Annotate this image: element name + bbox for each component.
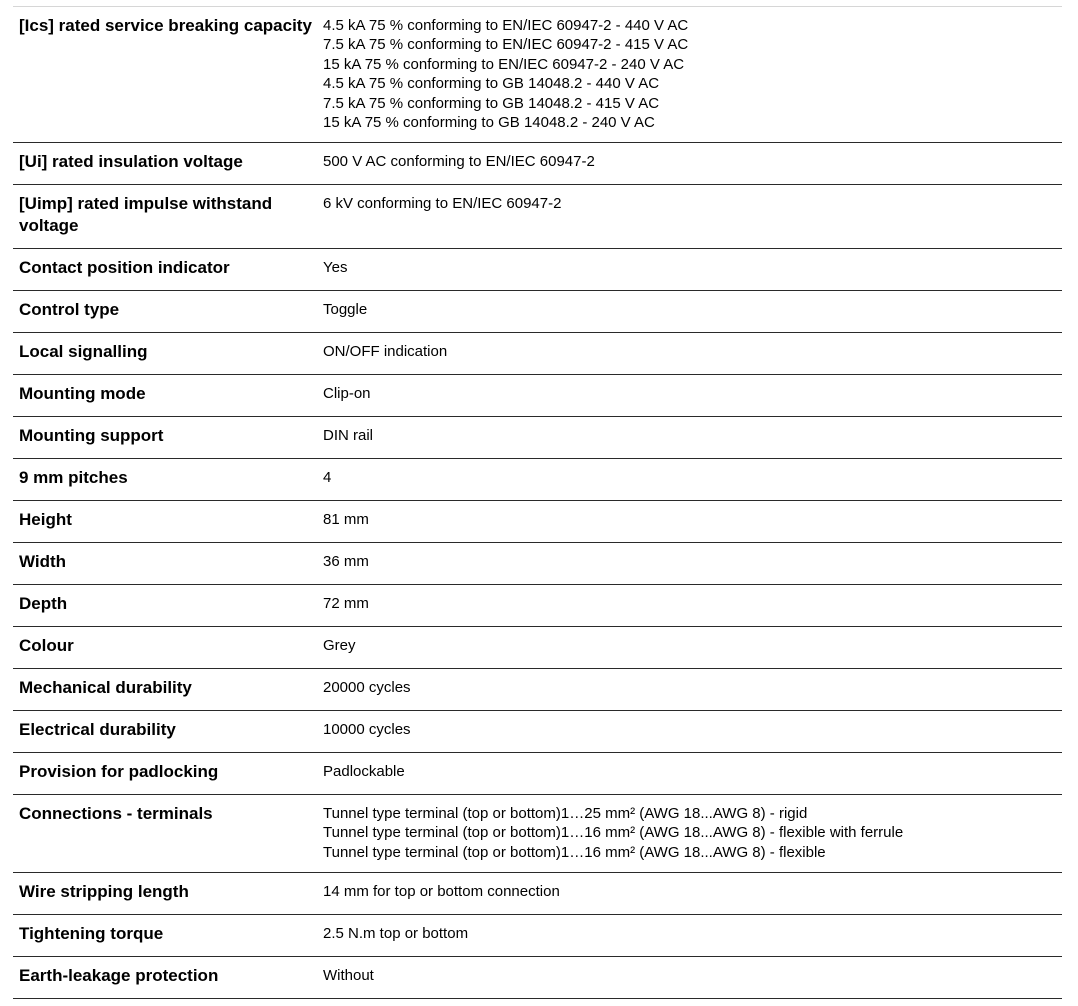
spec-value-line: 10000 cycles — [323, 721, 411, 738]
spec-value-line: 72 mm — [323, 595, 369, 612]
spec-label: Connections - terminals — [19, 804, 213, 823]
spec-label: Tightening torque — [19, 924, 164, 943]
spec-value — [323, 509, 1062, 542]
spec-row — [13, 957, 1062, 999]
spec-value-line: 15 kA 75 % conforming to GB 14048.2 - 240 V AC — [323, 114, 655, 132]
spec-label: Mounting mode — [19, 384, 146, 403]
spec-label: [Ui] rated insulation voltage — [19, 152, 243, 171]
spec-row — [13, 873, 1062, 915]
spec-label: [Uimp] rated impulse withstand voltage — [19, 194, 273, 235]
spec-value-line: 4 — [323, 469, 332, 486]
spec-row — [13, 459, 1062, 501]
spec-value — [323, 299, 1062, 332]
spec-label: Contact position indicator — [19, 258, 230, 277]
spec-row — [13, 711, 1062, 753]
spec-row — [13, 669, 1062, 711]
spec-label: Earth-leakage protection — [19, 966, 219, 985]
spec-row — [13, 185, 1062, 249]
spec-value — [323, 151, 1062, 184]
spec-value-line: Tunnel type terminal (top or bottom)1…16 mm² (AWG 18...AWG 8) - flexible with ferrule — [323, 824, 904, 842]
spec-value — [323, 341, 1062, 374]
spec-value-line: 2.5 N.m top or bottom — [323, 925, 469, 942]
spec-value-line: 6 kV conforming to EN/IEC 60947-2 — [323, 195, 562, 212]
spec-value-line: Padlockable — [323, 763, 405, 780]
spec-value — [323, 383, 1062, 416]
spec-value-line: 7.5 kA 75 % conforming to EN/IEC 60947-2 - 415 V AC — [323, 36, 689, 54]
spec-row — [13, 753, 1062, 795]
spec-value-line: Without — [323, 967, 374, 984]
spec-value-line: Grey — [323, 637, 356, 654]
spec-value-line: 4.5 kA 75 % conforming to GB 14048.2 - 440 V AC — [323, 75, 660, 93]
spec-value-line: DIN rail — [323, 427, 374, 444]
spec-value — [323, 803, 1062, 872]
spec-value-line: 36 mm — [323, 553, 369, 570]
spec-value — [323, 257, 1062, 290]
spec-label: Electrical durability — [19, 720, 176, 739]
spec-label: [Ics] rated service breaking capacity — [19, 16, 312, 35]
spec-row — [13, 795, 1062, 873]
spec-value — [323, 193, 1062, 248]
spec-value — [323, 15, 1062, 142]
spec-value-line: 81 mm — [323, 511, 369, 528]
spec-label: 9 mm pitches — [19, 468, 128, 487]
spec-value-line: 4.5 kA 75 % conforming to EN/IEC 60947-2 - 440 V AC — [323, 17, 689, 34]
spec-value-line: Tunnel type terminal (top or bottom)1…16 mm² (AWG 18...AWG 8) - flexible — [323, 843, 826, 861]
spec-row — [13, 501, 1062, 543]
spec-label: Colour — [19, 636, 74, 655]
spec-value-line: 7.5 kA 75 % conforming to GB 14048.2 - 415 V AC — [323, 94, 660, 112]
spec-value — [323, 881, 1062, 914]
spec-row — [13, 585, 1062, 627]
spec-value — [323, 677, 1062, 710]
spec-label: Control type — [19, 300, 120, 319]
spec-value — [323, 467, 1062, 500]
spec-value-line: Yes — [323, 259, 348, 276]
spec-label: Local signalling — [19, 342, 148, 361]
spec-value — [323, 965, 1062, 998]
spec-value — [323, 719, 1062, 752]
spec-value — [323, 551, 1062, 584]
spec-value-line: 500 V AC conforming to EN/IEC 60947-2 — [323, 153, 595, 170]
spec-value-line: 15 kA 75 % conforming to EN/IEC 60947-2 - 240 V AC — [323, 55, 685, 73]
spec-value-line: Clip-on — [323, 385, 371, 402]
spec-label: Depth — [19, 594, 68, 613]
spec-label: Provision for padlocking — [19, 762, 219, 781]
spec-row — [13, 915, 1062, 957]
spec-row — [13, 333, 1062, 375]
spec-label: Mounting support — [19, 426, 164, 445]
spec-value-line: Tunnel type terminal (top or bottom)1…25 mm² (AWG 18...AWG 8) - rigid — [323, 805, 808, 822]
spec-value — [323, 761, 1062, 794]
spec-value-line: ON/OFF indication — [323, 343, 448, 360]
spec-value-line: 14 mm for top or bottom connection — [323, 883, 560, 900]
spec-row — [13, 375, 1062, 417]
spec-row — [13, 7, 1062, 143]
spec-value-line: 20000 cycles — [323, 679, 411, 696]
spec-label: Wire stripping length — [19, 882, 189, 901]
spec-row — [13, 249, 1062, 291]
spec-row — [13, 143, 1062, 185]
spec-row — [13, 417, 1062, 459]
spec-label: Mechanical durability — [19, 678, 192, 697]
spec-label: Width — [19, 552, 67, 571]
spec-row — [13, 291, 1062, 333]
spec-label: Height — [19, 510, 72, 529]
spec-value — [323, 593, 1062, 626]
spec-table — [13, 6, 1062, 999]
spec-row — [13, 543, 1062, 585]
spec-value-line: Toggle — [323, 301, 368, 318]
spec-value — [323, 923, 1062, 956]
spec-value — [323, 635, 1062, 668]
spec-row — [13, 627, 1062, 669]
spec-value — [323, 425, 1062, 458]
